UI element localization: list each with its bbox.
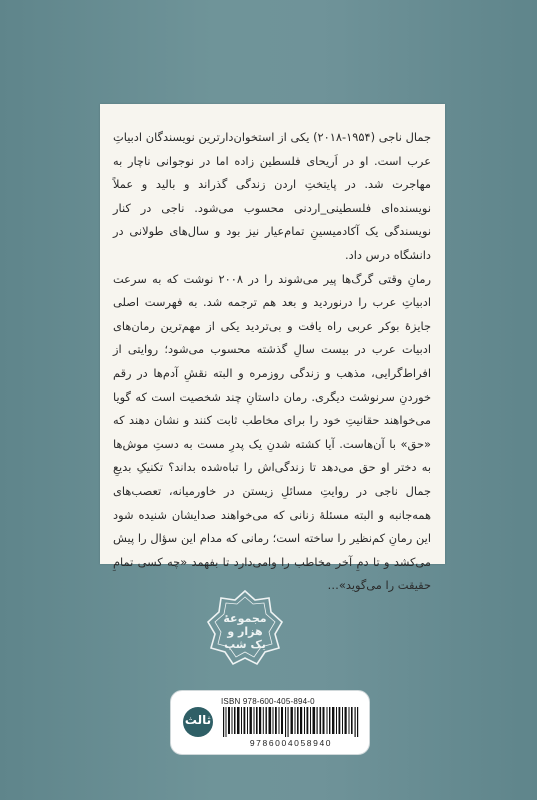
series-title <box>205 612 285 651</box>
blurb-paragraph-author: جمال ناجی (۱۹۵۴-۲۰۱۸) یکی از استخوان‌دارترین نویسندگان ادبیاتِ عرب است. او در اَریحای فلسطین زاده اما در نوجوانی ناچار به مهاجرت شد. در پایتختِ اردن زندگی گذراند و بالید و عملاً نویسنده‌ای فلسطینی_اردنی محسوب می‌شود. ناجی در کنار نویسندگی یک آکادمیسینِ تمام‌عیار نیز بود و سال‌های طولانی در دانشگاه درس داد. <box>113 130 431 262</box>
isbn-label: ISBN 978-600-405-894-0 <box>221 697 315 706</box>
barcode-digits: 9786004058940 <box>249 738 333 748</box>
barcode-icon <box>221 707 361 737</box>
blurb-text <box>113 126 431 598</box>
series-title-line-1: مجموعهٔ <box>223 612 267 625</box>
publisher-logo <box>183 707 213 737</box>
publisher-mark: ثالث <box>184 713 212 727</box>
series-title-line-3: یک شب <box>224 638 266 651</box>
blurb-panel <box>100 104 445 593</box>
series-emblem <box>205 588 285 668</box>
blurb-paragraph-novel: رمانِ وقتی گرگ‌ها پیر می‌شوند را در ۲۰۰۸ نوشت که به سرعت ادبیاتِ عرب را درنوردید و بعد هم ترجمه شد. به فهرست اصلی جایزهٔ بوکر عربی راه یافت و بی‌تردید یکی از مهم‌ترین رمان‌های ادبیات عرب در بیست سالِ گذشته محسوب می‌شود؛ روایتی از افراط‌گرایی، مذهب و زندگی روزمره و البته نقشِ آدم‌ها در رقم خوردنِ سرنوشت دیگری. رمان داستانِ چند شخصیت است که گویا می‌خواهند حقانیتِ خود را برای مخاطب ثابت کنند و نشان دهند که «حق» با آن‌هاست. آیا کشته شدنِ یک پدرِ مست به دستِ موش‌ها به دختر او حق می‌دهد تا زندگی‌اش را تباه‌شده بداند؟ تکنیکِ بدیعِ جمال ناجی در روایتِ مسائلِ زیستن در خاورمیانه، تعصب‌های همه‌جانبه و البته مسئلهٔ زنانی که می‌خواهند صدایشان شنیده شود این رمانِ کم‌نظیر را ساخته است؛ رمانی که مدام این سؤال را پیش می‌کشد و تا دمِ آخر مخاطب را وامی‌دارد تا بفهمد «چه کسی تمامِ حقیقت را می‌گوید»… <box>113 271 432 593</box>
barcode-panel <box>170 690 370 755</box>
series-title-line-2: هزار و <box>227 625 263 638</box>
